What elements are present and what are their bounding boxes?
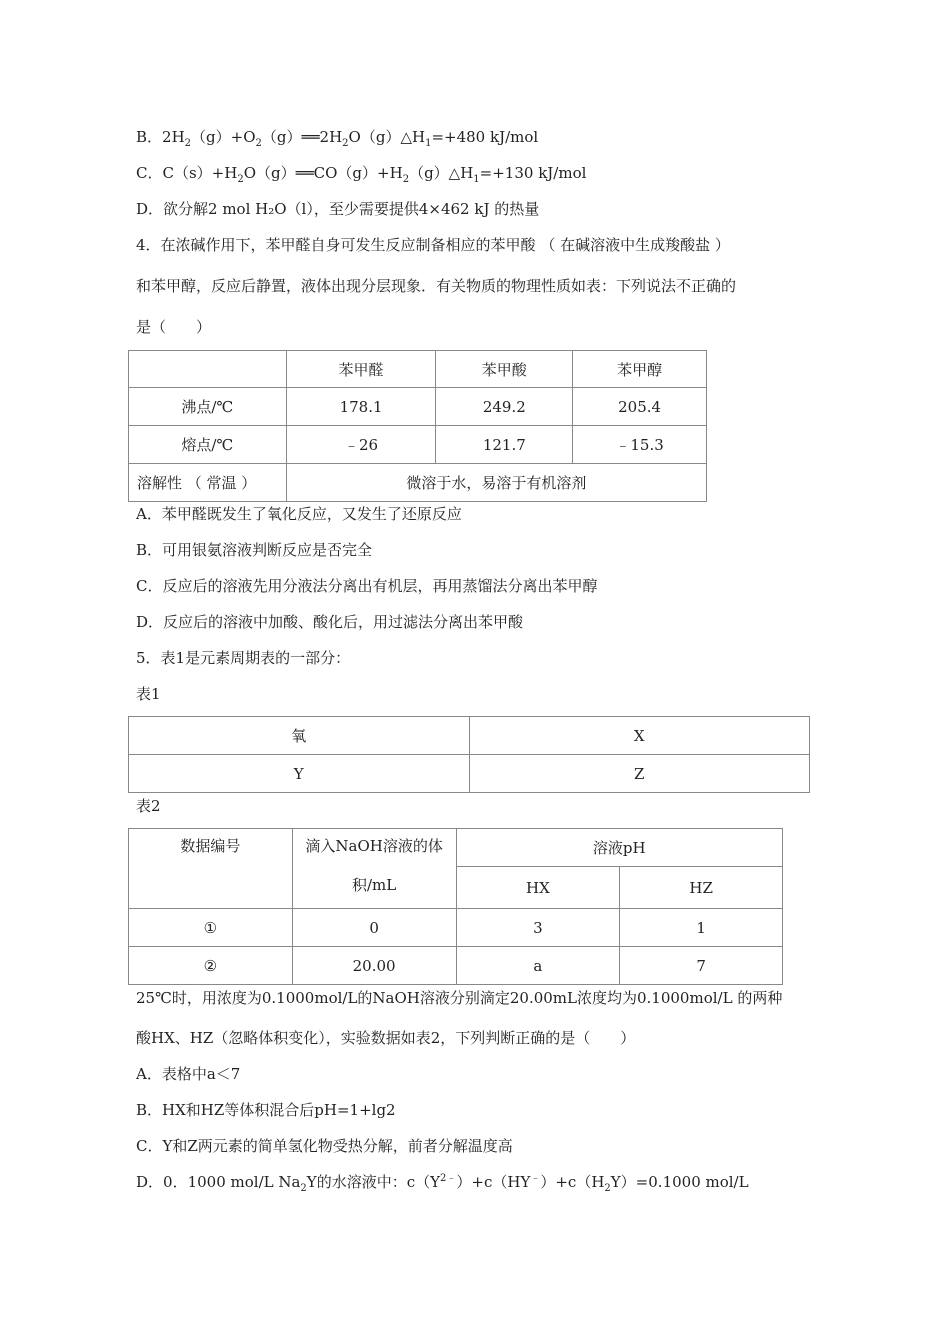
table-cell: 氧: [129, 717, 470, 755]
table-row: [129, 909, 783, 947]
table-cell: 3: [456, 909, 620, 947]
table-header-row: [129, 351, 707, 388]
q3-option-d: D．欲分解2 mol H₂O（l），至少需要提供4×462 kJ 的热量: [136, 200, 540, 218]
table-cell: 微溶于水，易溶于有机溶剂: [286, 464, 706, 502]
table-header-row: [129, 829, 783, 867]
table-header-cell: HX: [456, 867, 620, 909]
table-cell: 0: [292, 909, 456, 947]
table-header-cell: 数据编号: [129, 829, 293, 909]
q5-table2-label: 表2: [136, 797, 161, 815]
q5-option-b: B．HX和HZ等体积混合后pH=1+lg2: [136, 1101, 396, 1119]
table-row: [129, 464, 707, 502]
table-cell: a: [456, 947, 620, 985]
table-cell: 7: [620, 947, 783, 985]
q3-option-c: C．$C(s)+H_2O(g)══CO(g)+H_2(g)\triangle H_1=+130$ kJ/mol: [136, 164, 587, 185]
q3-option-b: B．$2H_2(g)+O_2(g)══2H_2O(g)\triangle H_1=+480$ kJ/mol: [136, 128, 539, 149]
table-header-cell: 苯甲醛: [286, 351, 436, 388]
q4-stem-line1: 4．在浓碱作用下，苯甲醛自身可发生反应制备相应的苯甲酸 （ 在碱溶液中生成羧酸盐 ）: [136, 236, 730, 254]
q4-stem-line2: 和苯甲醇，反应后静置，液体出现分层现象．有关物质的物理性质如表：下列说法不正确的: [136, 277, 737, 295]
q5-option-d: D．0．1000 mol/L $Na_2Y$的水溶液中：$c(Y^{2﹣})+c(HY^﹣)+c(H_2Y)=0.1000$ mol/L: [136, 1173, 749, 1194]
table-cell: 205.4: [573, 388, 707, 426]
table-header-cell: 苯甲醇: [573, 351, 707, 388]
q5-table1-label: 表1: [136, 685, 161, 703]
q4-stem-line3: 是（ ）: [136, 318, 212, 336]
q5-stem: 5．表1是元素周期表的一部分：: [136, 649, 351, 667]
table-row: [129, 426, 707, 464]
table-row: [129, 755, 810, 793]
table-row: [129, 717, 810, 755]
q5-table2: [128, 828, 783, 985]
table-cell: ﹣15.3: [573, 426, 707, 464]
q4-option-c: C．反应后的溶液先用分液法分离出有机层，再用蒸馏法分离出苯甲醇: [136, 577, 598, 595]
q4-option-b: B．可用银氨溶液判断反应是否完全: [136, 541, 373, 559]
table-cell: ﹣26: [286, 426, 436, 464]
table-cell: 1: [620, 909, 783, 947]
table-cell: 178.1: [286, 388, 436, 426]
q4-option-a: A．苯甲醛既发生了氧化反应，又发生了还原反应: [136, 505, 462, 523]
q5-option-a: A．表格中a＜7: [136, 1065, 241, 1083]
table-header-cell: 溶液pH: [456, 829, 783, 867]
table-cell: 溶解性 （ 常温 ）: [129, 464, 287, 502]
table-cell: X: [469, 717, 810, 755]
q5-table1: [128, 716, 810, 793]
table-cell: ①: [129, 909, 293, 947]
table-header-cell: HZ: [620, 867, 783, 909]
table-cell: 121.7: [436, 426, 573, 464]
table-cell: 熔点/℃: [129, 426, 287, 464]
q4-option-d: D．反应后的溶液中加酸、酸化后，用过滤法分离出苯甲酸: [136, 613, 524, 631]
table-cell: 249.2: [436, 388, 573, 426]
q5-option-c: C．Y和Z两元素的简单氢化物受热分解，前者分解温度高: [136, 1137, 513, 1155]
q5-desc-line2: 酸HX、HZ（忽略体积变化），实验数据如表2，下列判断正确的是（ ）: [136, 1029, 636, 1047]
table-cell: 20.00: [292, 947, 456, 985]
table-header-cell: 苯甲酸: [436, 351, 573, 388]
table-cell: Z: [469, 755, 810, 793]
volume-header-line2: 积/mL: [351, 876, 397, 894]
table-cell: [129, 351, 287, 388]
table-cell: ②: [129, 947, 293, 985]
table-cell: Y: [129, 755, 470, 793]
volume-header-line1: 滴入NaOH溶液的体: [305, 837, 443, 855]
q5-desc-line1: 25℃时，用浓度为0.1000mol/L的NaOH溶液分别滴定20.00mL浓度均为0.1000mol/L 的两种: [136, 989, 783, 1007]
table-row: [129, 947, 783, 985]
q4-properties-table: [128, 350, 707, 502]
table-row: [129, 388, 707, 426]
table-header-cell: [292, 829, 456, 909]
table-cell: 沸点/℃: [129, 388, 287, 426]
